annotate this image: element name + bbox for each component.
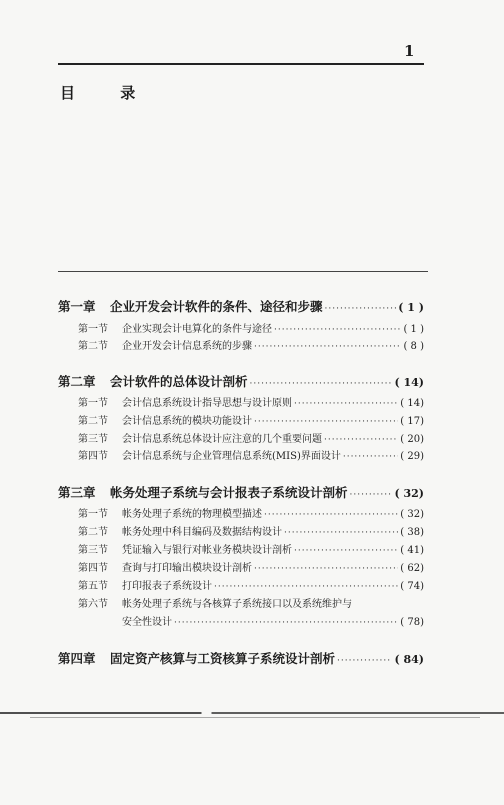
section-number: 第四节	[78, 451, 108, 462]
leader-dots	[350, 490, 393, 500]
leader-dots	[214, 582, 398, 592]
section-page: ( 32)	[400, 509, 424, 520]
section-number: 第二节	[78, 341, 108, 352]
section-title: 会计信息系统与企业管理信息系统(MIS)界面设计	[122, 451, 341, 462]
bottom-rule-faint	[30, 717, 480, 718]
toc-chapter[interactable]	[58, 297, 424, 315]
chapter-number: 第二章	[58, 374, 96, 389]
toc-section[interactable]	[78, 505, 424, 520]
section-number: 第三节	[78, 434, 108, 445]
chapter-page: ( 14)	[394, 376, 424, 389]
section-number: 第二节	[78, 527, 108, 538]
chapter-title: 会计软件的总体设计剖析	[110, 374, 248, 389]
leader-dots	[174, 618, 398, 628]
chapter-title: 帐务处理子系统与会计报表子系统设计剖析	[110, 485, 348, 500]
top-rule	[58, 63, 424, 65]
leader-dots	[254, 564, 398, 574]
leader-dots	[274, 325, 401, 335]
chapter-title: 企业开发会计软件的条件、途径和步骤	[110, 299, 323, 314]
leader-dots	[324, 435, 398, 445]
section-number: 第二节	[78, 416, 108, 427]
leader-dots	[337, 656, 392, 666]
toc-section[interactable]	[78, 430, 424, 445]
section-number: 第四节	[78, 563, 108, 574]
section-page: ( 29)	[400, 451, 424, 462]
toc-section[interactable]	[78, 559, 424, 574]
page-number: 1	[404, 42, 415, 60]
toc-section[interactable]	[78, 447, 424, 462]
toc-chapter[interactable]	[58, 372, 424, 390]
section-title: 企业开发会计信息系统的步骤	[122, 341, 252, 352]
chapter-page: ( 32)	[394, 487, 424, 500]
section-title: 会计信息系统总体设计应注意的几个重要问题	[122, 434, 322, 445]
toc-section[interactable]	[78, 541, 424, 556]
leader-dots	[284, 528, 398, 538]
section-number: 第五节	[78, 581, 108, 592]
section-number: 第三节	[78, 545, 108, 556]
toc-section[interactable]	[78, 320, 424, 335]
leader-dots	[254, 417, 398, 427]
section-number: 第六节	[78, 599, 108, 610]
section-title: 帐务处理子系统与各核算子系统接口以及系统维护与	[122, 599, 352, 610]
section-page: ( 74)	[400, 581, 424, 592]
section-page: ( 8 )	[403, 341, 424, 352]
section-divider	[58, 271, 428, 272]
section-number: 第一节	[78, 509, 108, 520]
leader-dots	[343, 452, 398, 462]
toc-section[interactable]	[78, 337, 424, 352]
section-title: 帐务处理子系统的物理模型描述	[122, 509, 262, 520]
chapter-title: 固定资产核算与工资核算子系统设计剖析	[110, 651, 336, 666]
section-title: 会计信息系统的模块功能设计	[122, 416, 252, 427]
toc-section[interactable]	[78, 394, 424, 409]
chapter-number: 第一章	[58, 299, 96, 314]
leader-dots	[294, 399, 398, 409]
section-page: ( 14)	[400, 398, 424, 409]
chapter-page: ( 1 )	[398, 301, 424, 314]
section-title: 企业实现会计电算化的条件与途径	[122, 324, 272, 335]
leader-dots	[294, 546, 398, 556]
chapter-page: ( 84)	[394, 653, 424, 666]
section-page: ( 17)	[400, 416, 424, 427]
leader-dots	[254, 342, 401, 352]
section-page: ( 78)	[400, 617, 424, 628]
section-page: ( 41)	[400, 545, 424, 556]
section-page: ( 62)	[400, 563, 424, 574]
section-number: 第一节	[78, 398, 108, 409]
chapter-number: 第三章	[58, 485, 96, 500]
bottom-rule	[0, 712, 504, 714]
section-title: 会计信息系统设计指导思想与设计原则	[122, 398, 292, 409]
section-number: 第一节	[78, 324, 108, 335]
section-title: 打印报表子系统设计	[122, 581, 212, 592]
section-page: ( 20)	[400, 434, 424, 445]
toc-section[interactable]	[78, 412, 424, 427]
leader-dots	[250, 379, 393, 389]
toc-section[interactable]	[78, 523, 424, 538]
leader-dots	[264, 510, 398, 520]
section-title: 查询与打印输出模块设计剖析	[122, 563, 252, 574]
chapter-number: 第四章	[58, 651, 96, 666]
toc-section-continuation[interactable]	[122, 613, 424, 628]
section-title-continuation: 安全性设计	[122, 617, 172, 628]
toc-chapter[interactable]	[58, 483, 424, 501]
toc-section[interactable]	[78, 595, 424, 610]
section-page: ( 38)	[400, 527, 424, 538]
toc-title: 目 录	[60, 84, 156, 102]
section-title: 凭证输入与银行对帐业务模块设计剖析	[122, 545, 292, 556]
leader-dots	[325, 304, 397, 314]
toc-section[interactable]	[78, 577, 424, 592]
toc-chapter[interactable]	[58, 649, 424, 667]
section-title: 帐务处理中科目编码及数据结构设计	[122, 527, 282, 538]
section-page: ( 1 )	[403, 324, 424, 335]
